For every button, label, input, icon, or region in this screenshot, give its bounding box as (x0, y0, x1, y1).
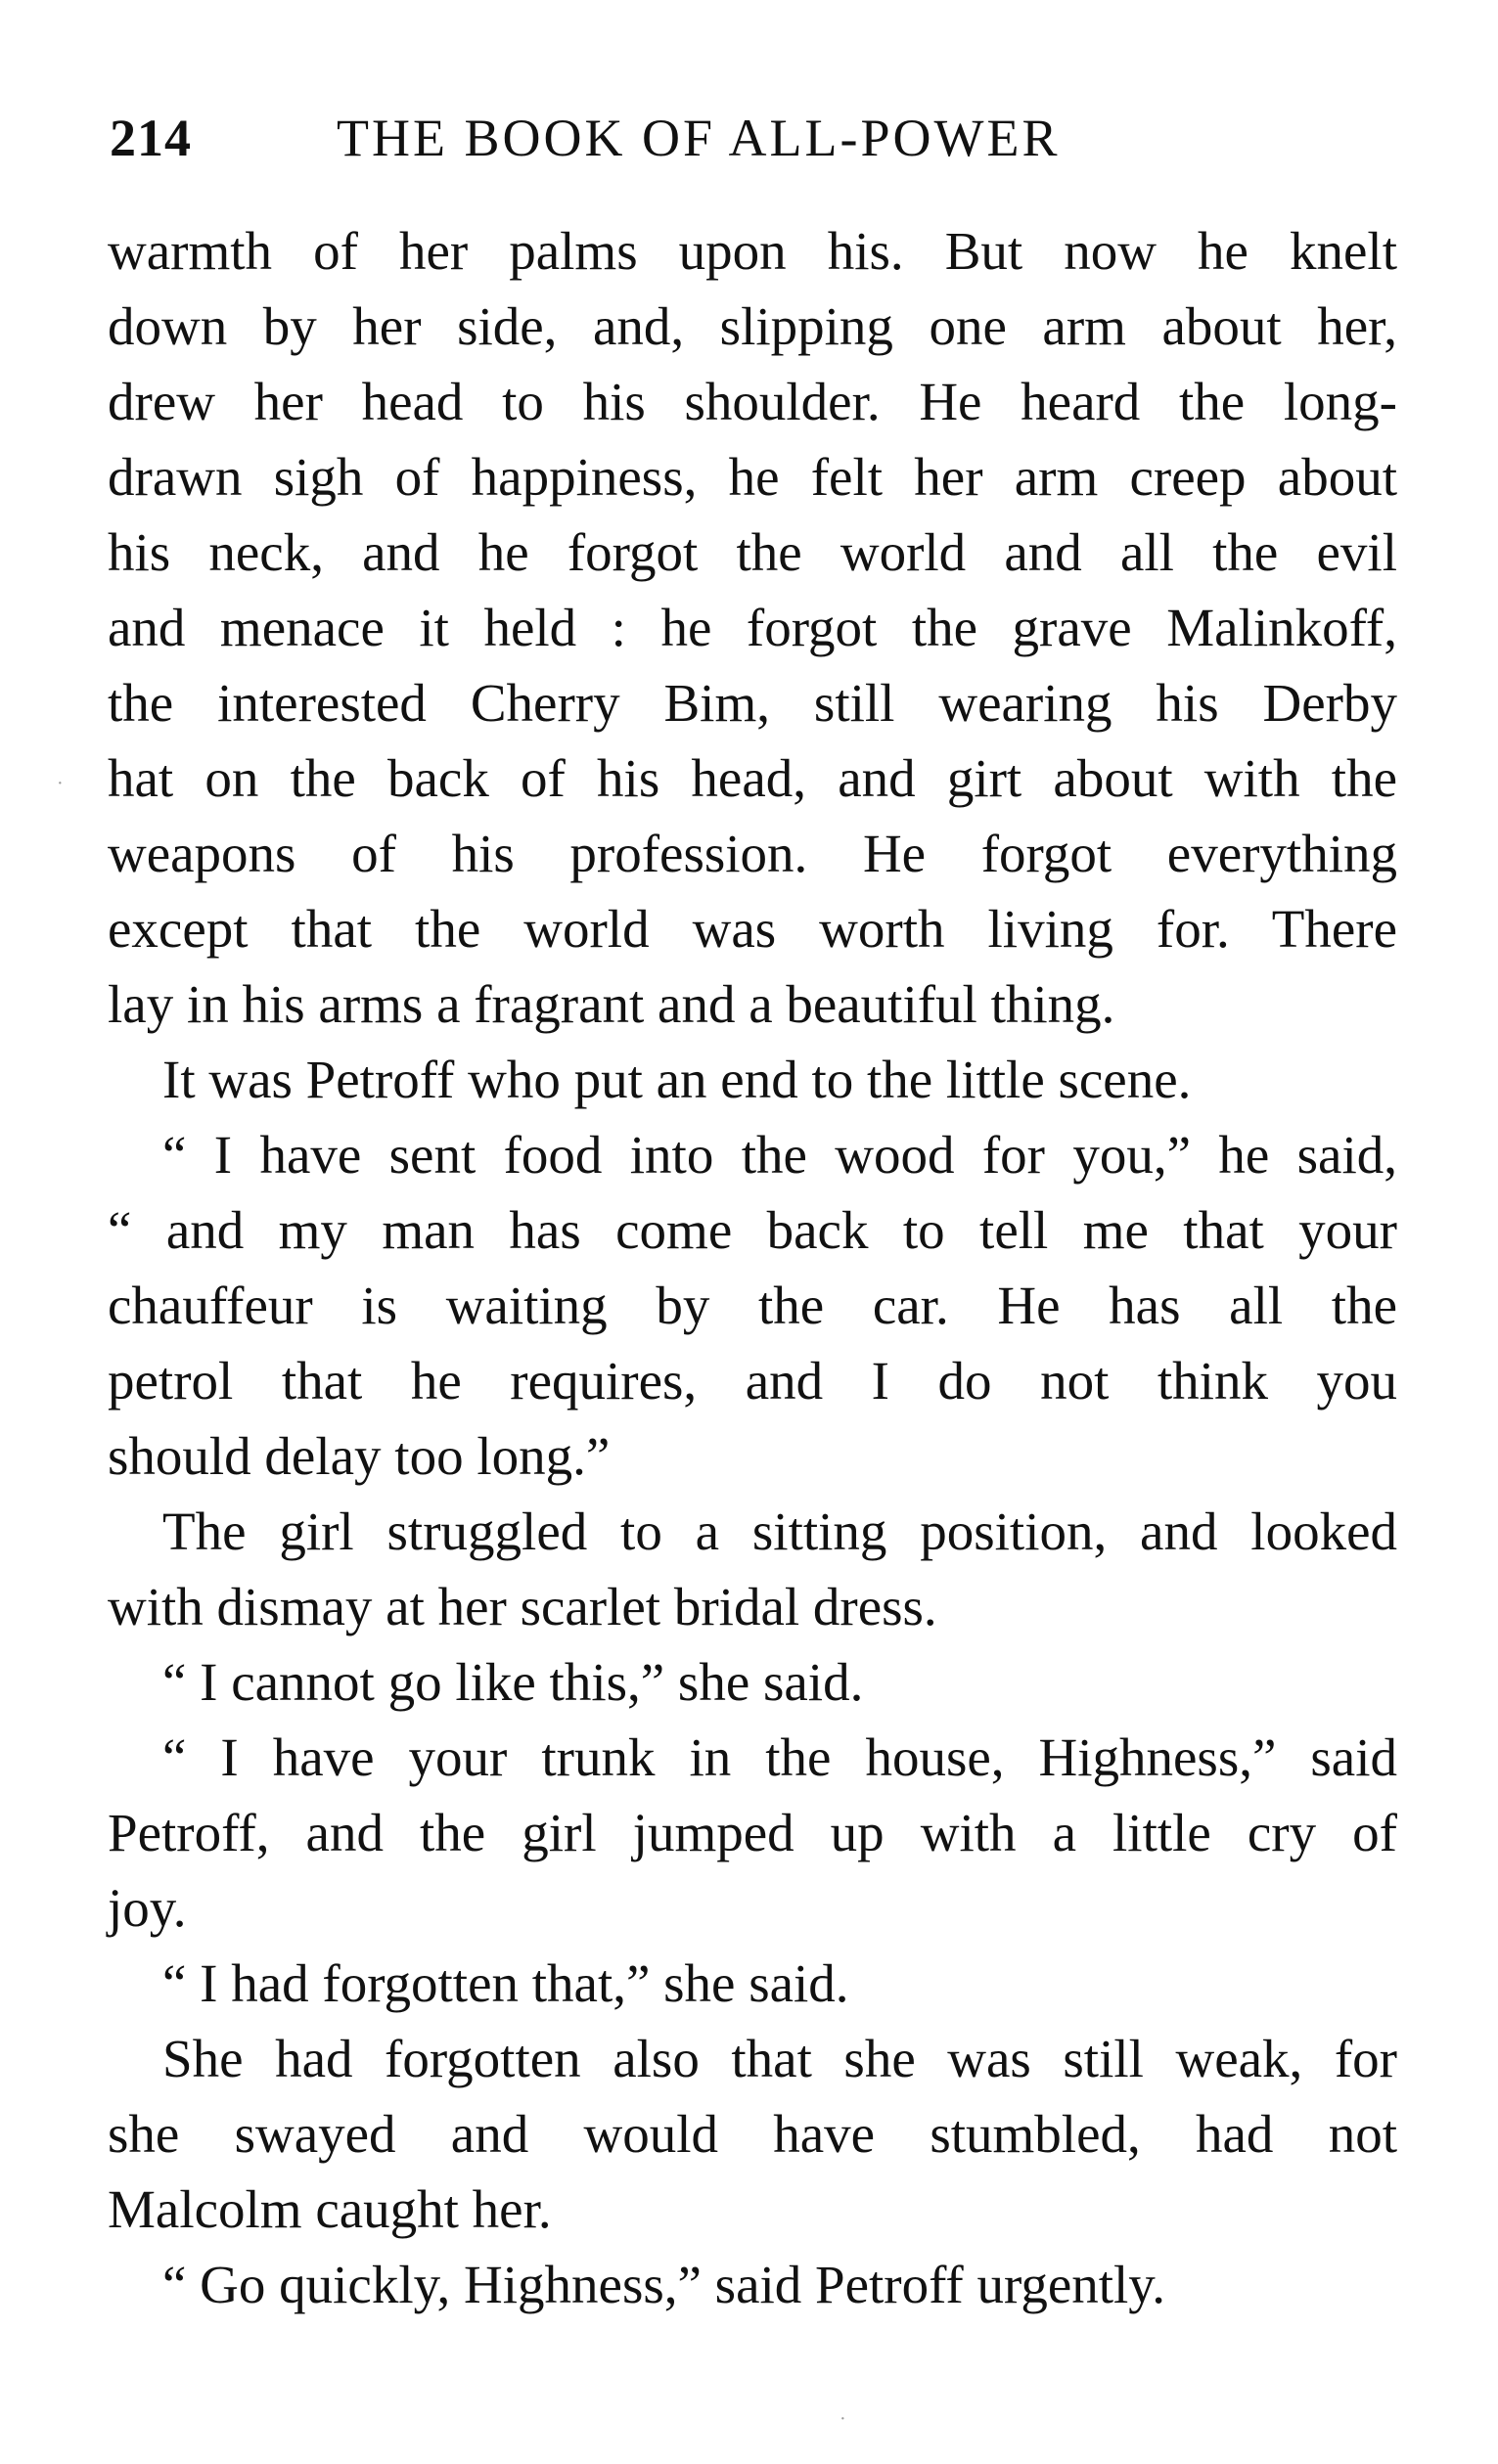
text-line: drew her head to his shoulder. He heard the long- (108, 372, 1397, 431)
text-line: and menace it held : he forgot the grave Malinkoff, (108, 598, 1397, 657)
text-line: his neck, and he forgot the world and all the evil (108, 522, 1397, 582)
text-line: joy. (108, 1878, 187, 1938)
paragraph (108, 1720, 1397, 1946)
text-line: drawn sigh of happiness, he felt her arm creep about (108, 447, 1397, 507)
text-line: warmth of her palms upon his. But now he knelt (108, 221, 1397, 281)
text-line: chauffeur is waiting by the car. He has all the (108, 1276, 1397, 1335)
text-line: Malcolm caught her. (108, 2179, 552, 2239)
paragraph (108, 213, 1397, 1042)
text-line: “ I had forgotten that,” she said. (162, 1953, 849, 2013)
paragraph (108, 1494, 1397, 1644)
text-line: down by her side, and, slipping one arm about her, (108, 296, 1397, 356)
book-title: THE BOOK OF ALL-POWER (337, 109, 1061, 167)
running-head (110, 104, 1411, 172)
text-line: lay in his arms a fragrant and a beautiful thing. (108, 974, 1115, 1034)
text-line: Petroff, and the girl jumped up with a little cry of (108, 1803, 1397, 1862)
text-line: “ Go quickly, Highness,” said Petroff urgently. (162, 2255, 1165, 2314)
text-line: “ I have your trunk in the house, Highness,” said (162, 1727, 1397, 1787)
page-number: 214 (110, 109, 192, 167)
paragraph (108, 1042, 1397, 1117)
text-line: She had forgotten also that she was still weak, for (162, 2029, 1397, 2088)
text-line: “ I cannot go like this,” she said. (162, 1652, 864, 1712)
text-line: petrol that he requires, and I do not think you (108, 1351, 1397, 1411)
paragraph (108, 2021, 1397, 2247)
text-line: “ and my man has come back to tell me that your (108, 1200, 1397, 1260)
text-line: she swayed and would have stumbled, had not (108, 2104, 1397, 2164)
text-line: “ I have sent food into the wood for you,” he said, (162, 1125, 1397, 1185)
paragraph (108, 1117, 1397, 1494)
paragraph (108, 2247, 1397, 2322)
scan-speck: · (57, 773, 64, 794)
paragraph (108, 1644, 1397, 1720)
scan-speck: · (840, 2408, 846, 2430)
text-line: hat on the back of his head, and girt about with the (108, 748, 1397, 808)
text-line: should delay too long.” (108, 1426, 611, 1486)
text-line: The girl struggled to a sitting position, and looked (162, 1501, 1397, 1561)
text-line: the interested Cherry Bim, still wearing his Derby (108, 673, 1397, 733)
body-text (108, 213, 1397, 2322)
paragraph (108, 1946, 1397, 2021)
text-line: weapons of his profession. He forgot everything (108, 824, 1397, 883)
text-line: It was Petroff who put an end to the little scene. (162, 1050, 1192, 1109)
text-line: with dismay at her scarlet bridal dress. (108, 1577, 937, 1636)
text-line: except that the world was worth living for. There (108, 899, 1397, 959)
